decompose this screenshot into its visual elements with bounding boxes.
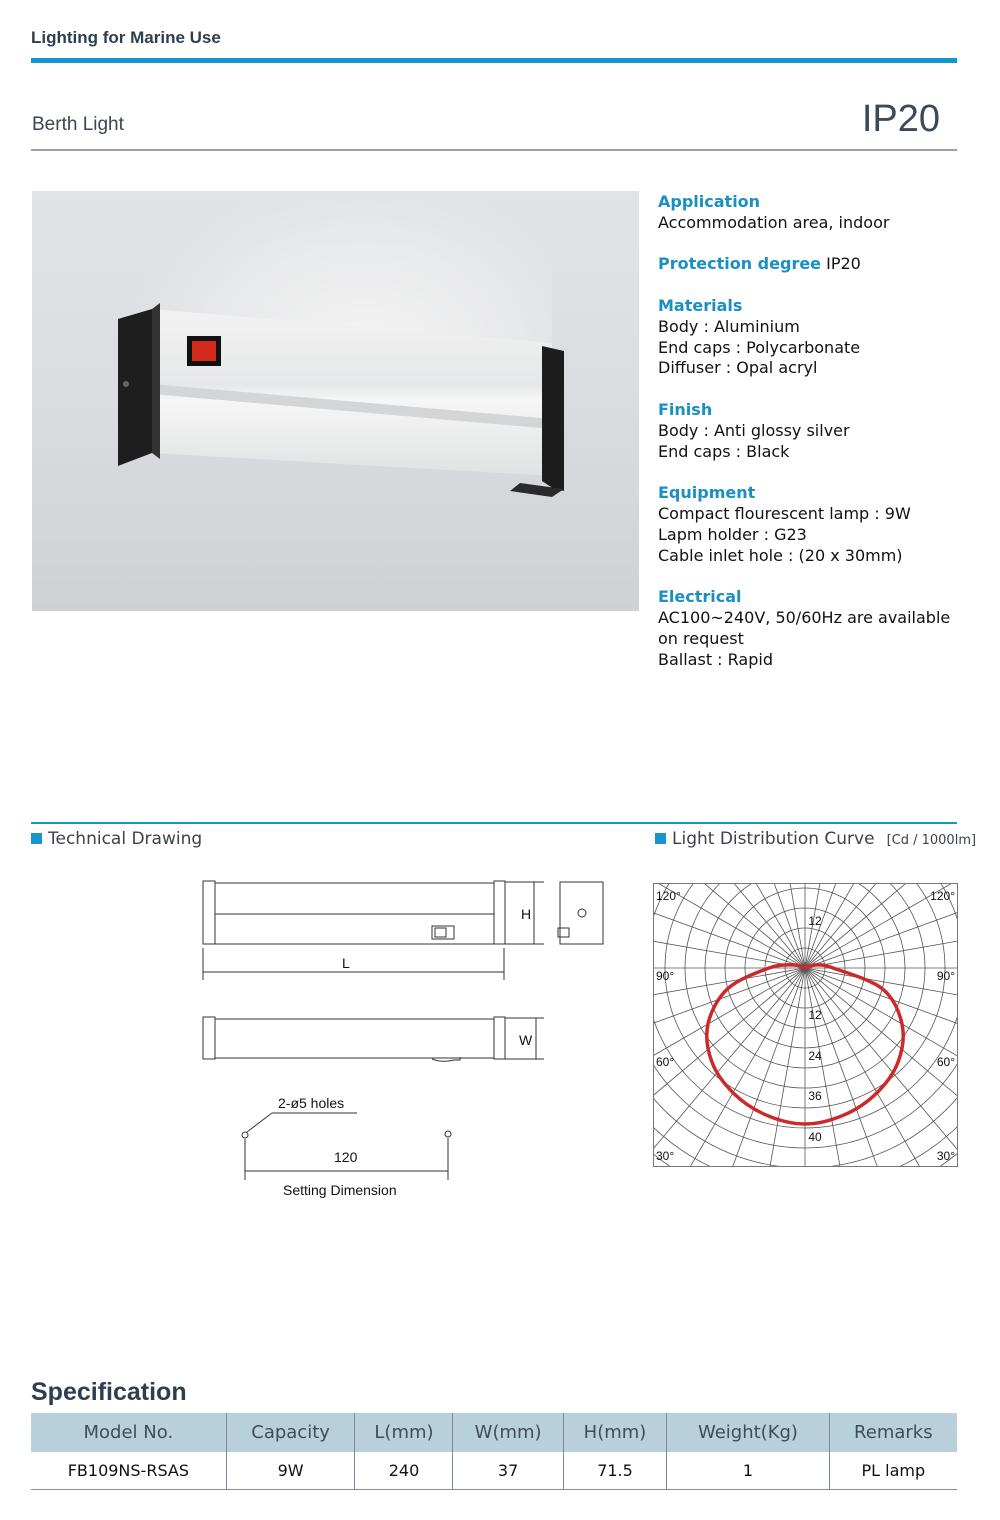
angle-label-right: 120°: [930, 889, 955, 903]
spec-heading: Finish: [658, 399, 713, 419]
spec-line: Lapm holder : G23: [658, 524, 807, 544]
setting-value: 120: [334, 1149, 358, 1165]
spec-heading: Protection degree: [658, 254, 822, 274]
spec-list: [658, 192, 968, 691]
spec-heading: Electrical: [658, 587, 742, 607]
angle-label-left: 30°: [656, 1149, 675, 1163]
front-end-cap-right: [494, 881, 505, 944]
spec-group: [658, 254, 968, 275]
spec-heading: Equipment: [658, 483, 756, 503]
polar-spoke: [653, 883, 958, 1105]
spec-group: [658, 587, 968, 670]
ip-rating-title: IP20: [861, 98, 940, 140]
section-divider: [31, 822, 957, 824]
spec-line: Diffuser : Opal acryl: [658, 358, 818, 378]
spec-line: on request: [658, 628, 744, 648]
spec-group: [658, 192, 968, 234]
table-cell: FB109NS-RSAS: [31, 1452, 226, 1490]
angle-label-left: 120°: [656, 889, 681, 903]
column-header: Weight(Kg): [667, 1413, 829, 1452]
screw-icon: [123, 381, 129, 387]
square-bullet-icon: [31, 833, 42, 844]
spec-inline-value: IP20: [826, 254, 861, 274]
radial-label: 24: [808, 1049, 822, 1063]
top-end-cap-left: [203, 1017, 215, 1059]
top-body: [215, 1019, 494, 1058]
table-cell: 37: [453, 1452, 563, 1490]
lamp-illustration: [32, 191, 639, 611]
end-cap-left: [118, 309, 152, 466]
table-cell: 1: [667, 1452, 829, 1490]
spec-line: End caps : Polycarbonate: [658, 337, 861, 357]
top-end-cap-right: [494, 1017, 505, 1059]
product-name: Berth Light: [32, 114, 124, 135]
spec-line: Accommodation area, indoor: [658, 212, 890, 232]
category-label: Lighting for Marine Use: [31, 28, 221, 47]
angle-label-left: 60°: [656, 1055, 675, 1069]
table-cell: 9W: [226, 1452, 355, 1490]
front-end-cap-left: [203, 881, 215, 944]
spec-group: [658, 400, 968, 462]
spec-line: Compact flourescent lamp : 9W: [658, 503, 911, 523]
spec-line: Ballast : Rapid: [658, 649, 773, 669]
table-cell: 240: [355, 1452, 453, 1490]
side-view: [560, 882, 603, 944]
radial-label: 12: [808, 1008, 822, 1022]
technical-drawing-heading: Technical Drawing: [31, 829, 202, 849]
product-photo: [32, 191, 639, 611]
angle-label-left: 90°: [656, 969, 675, 983]
column-header: L(mm): [355, 1413, 453, 1452]
column-header: Model No.: [31, 1413, 226, 1452]
polar-ring: [653, 883, 958, 1128]
light-distribution-heading: Light Distribution Curve [Cd / 1000lm]: [655, 829, 976, 849]
spec-line: AC100~240V, 50/60Hz are available: [658, 607, 951, 627]
radial-label: 36: [808, 1089, 822, 1103]
specification-table: [31, 1413, 957, 1490]
header-divider: [31, 58, 957, 63]
power-switch-icon: [192, 341, 216, 361]
specification-title: Specification: [31, 1378, 187, 1406]
radial-label: 12: [808, 914, 822, 928]
angle-label-right: 30°: [936, 1149, 955, 1163]
length-label: L: [342, 955, 350, 971]
spec-heading: Materials: [658, 295, 743, 315]
table-cell: PL lamp: [829, 1452, 957, 1490]
setting-caption: Setting Dimension: [283, 1182, 397, 1198]
height-label: H: [521, 906, 532, 922]
holes-label: 2-ø5 holes: [278, 1095, 345, 1111]
radial-label: 40: [808, 1130, 822, 1144]
spec-line: Cable inlet hole : (20 x 30mm): [658, 545, 903, 565]
title-divider: [31, 149, 957, 151]
spec-group: [658, 296, 968, 379]
column-header: Capacity: [226, 1413, 355, 1452]
spec-line: Body : Anti glossy silver: [658, 420, 850, 440]
angle-label-right: 90°: [936, 969, 955, 983]
column-header: Remarks: [829, 1413, 957, 1452]
table-row: [31, 1452, 957, 1490]
column-header: W(mm): [453, 1413, 563, 1452]
width-label: W: [519, 1032, 533, 1048]
column-header: H(mm): [563, 1413, 667, 1452]
angle-label-right: 60°: [936, 1055, 955, 1069]
spec-line: Body : Aluminium: [658, 316, 800, 336]
polar-spoke: [653, 883, 958, 1105]
light-distribution-chart: [653, 883, 958, 1167]
end-cap-right: [542, 346, 564, 491]
table-cell: 71.5: [563, 1452, 667, 1490]
spec-heading: Application: [658, 192, 761, 211]
square-bullet-icon: [655, 833, 666, 844]
technical-drawing: [190, 870, 630, 1210]
spec-group: [658, 483, 968, 566]
spec-line: End caps : Black: [658, 441, 790, 461]
